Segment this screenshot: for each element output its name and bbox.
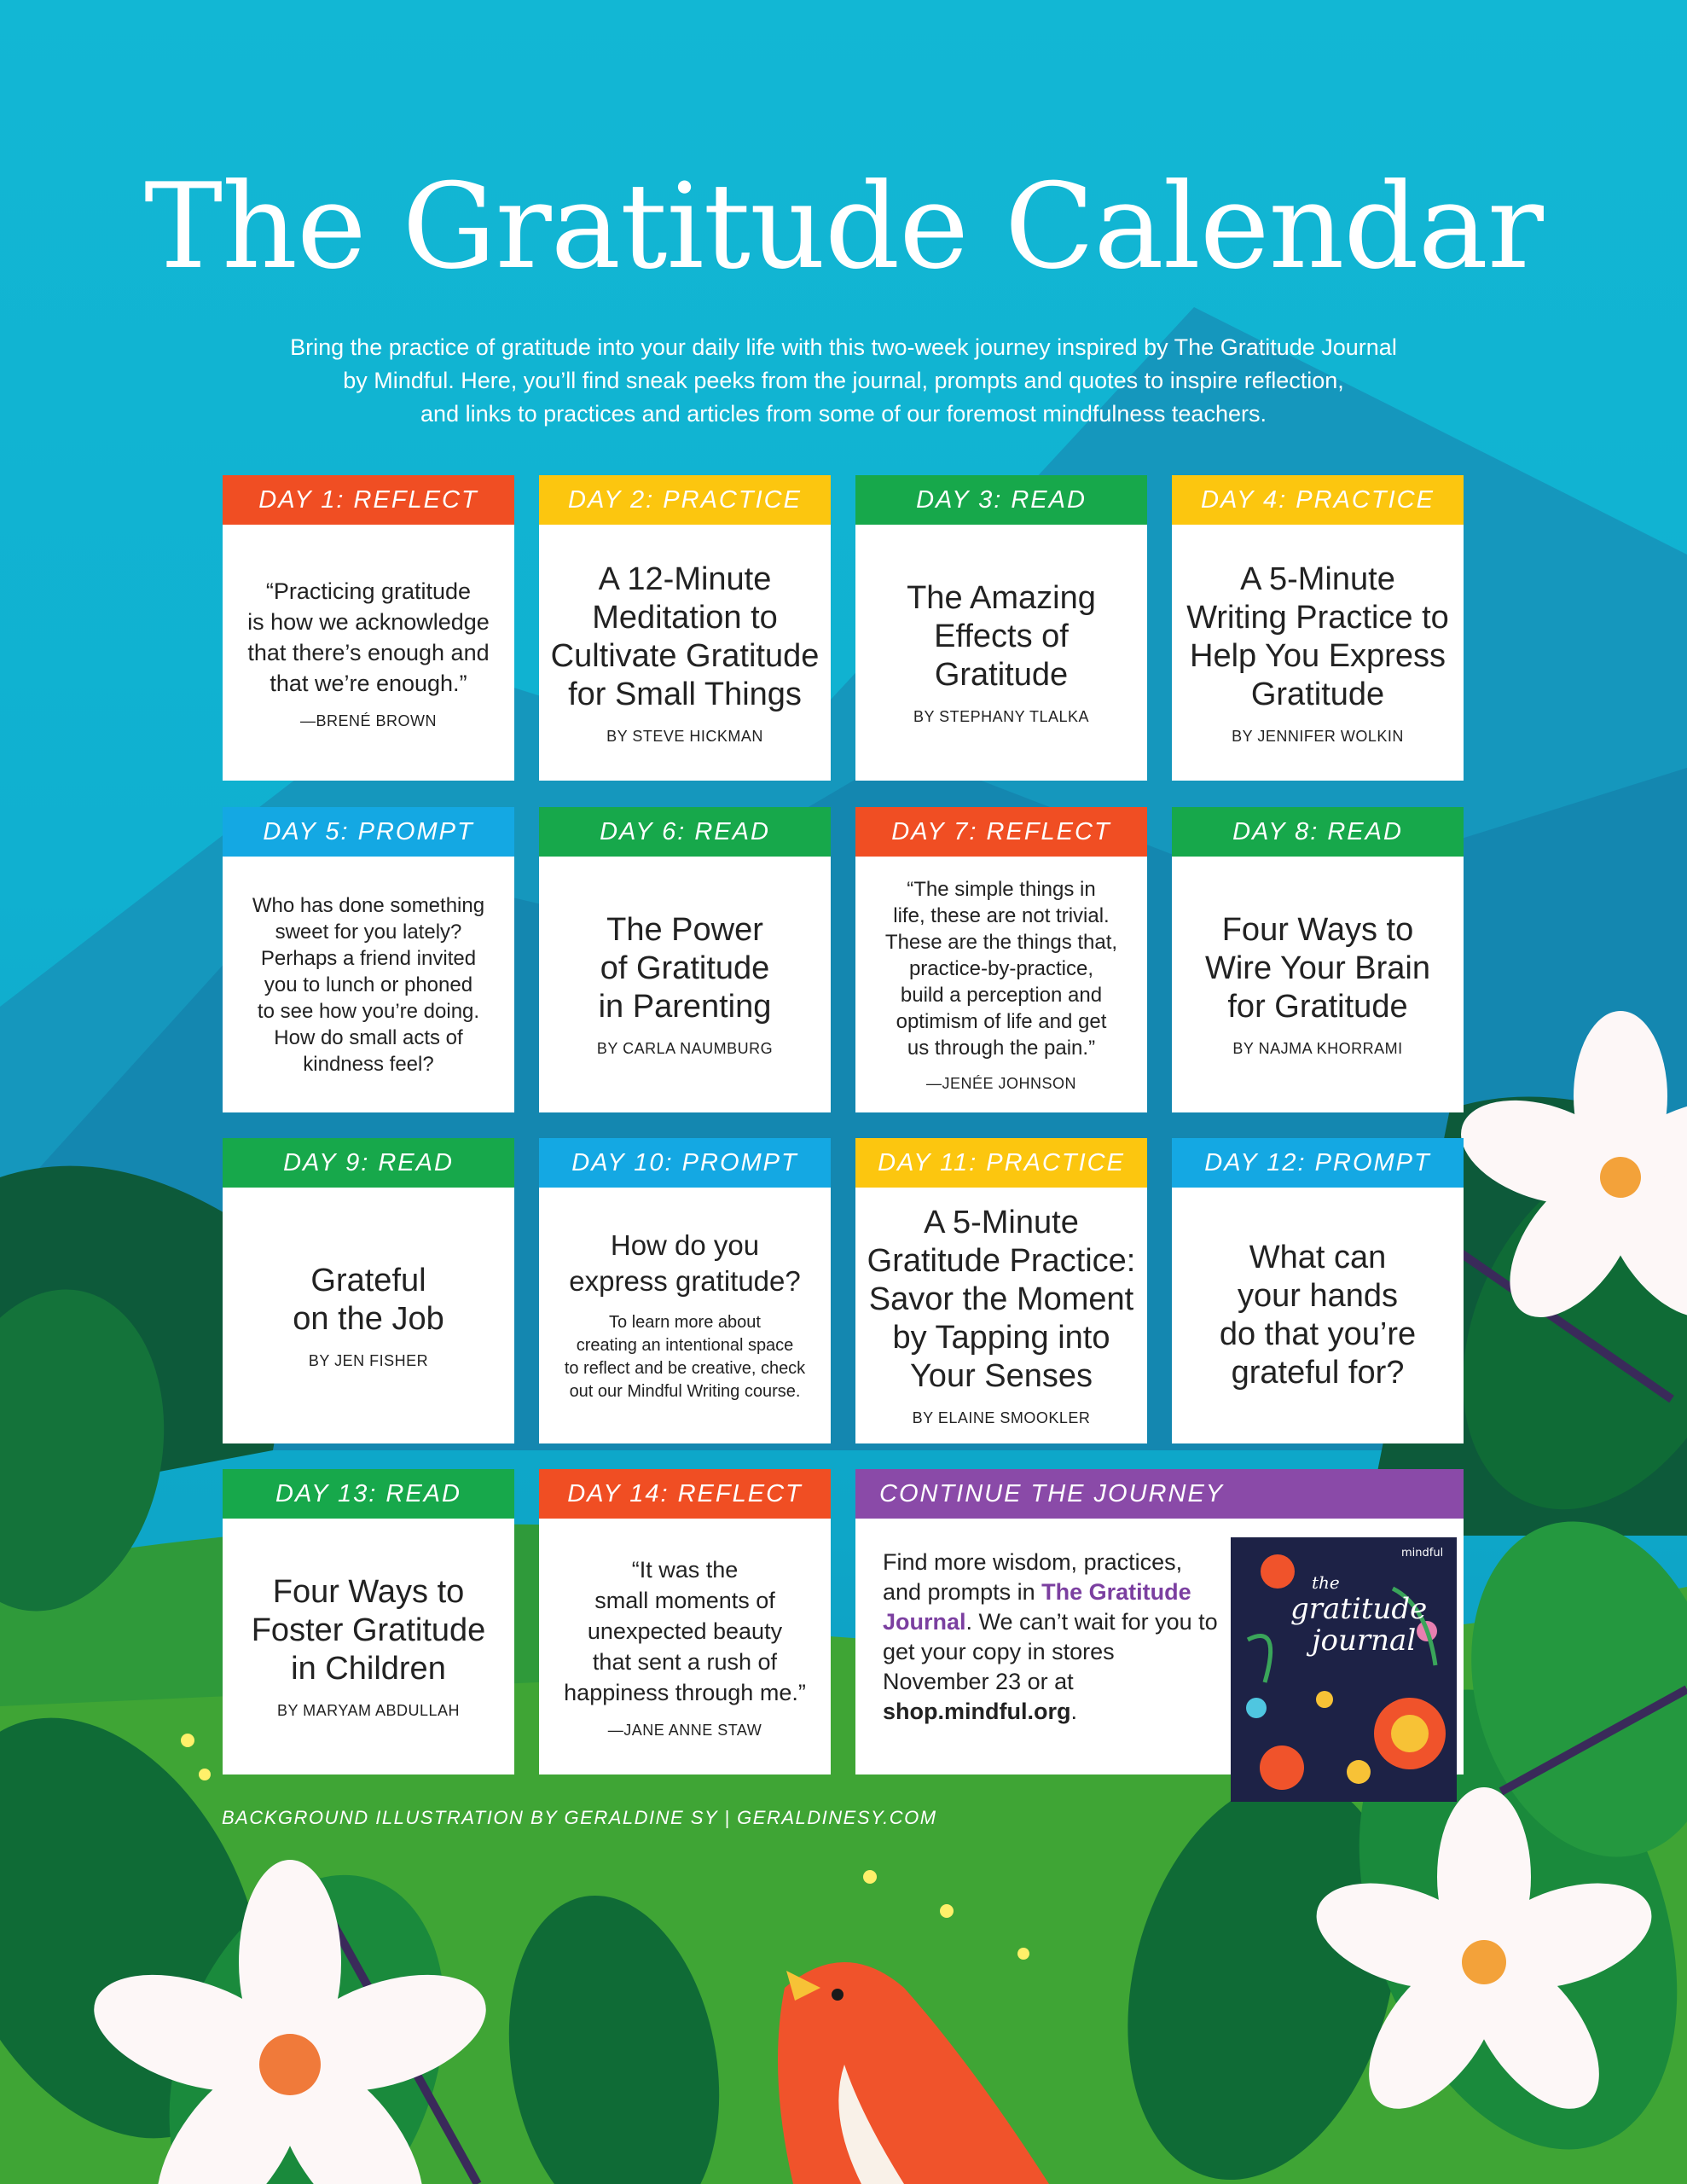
text-line: Gratitude Practice: (867, 1243, 1136, 1279)
text-line: optimism of life and get (896, 1010, 1107, 1033)
text-line: of Gratitude (600, 950, 770, 986)
text-line: to see how you’re doing. (257, 999, 480, 1023)
journey-text-part: . We can’t wait for you to get your copy in stores November 23 or at (883, 1609, 1218, 1694)
text-line: life, these are not trivial. (893, 904, 1110, 927)
byline: BY STEPHANY TLALKA (913, 708, 1090, 725)
byline: BY JENNIFER WOLKIN (1232, 727, 1404, 745)
text-line: The Amazing (907, 580, 1096, 616)
prompt-text (252, 892, 484, 1077)
day-card[interactable] (223, 1469, 514, 1774)
text-line: Meditation to (592, 599, 778, 636)
article-title[interactable] (1186, 561, 1449, 714)
day-card[interactable] (223, 475, 514, 781)
text-line: sweet for you lately? (275, 920, 462, 944)
day-label: DAY 13: READ (223, 1469, 514, 1519)
text-line: grateful for? (1231, 1355, 1405, 1391)
day-content (229, 525, 507, 781)
text-line: Who has done something (252, 893, 485, 917)
day-content (862, 525, 1140, 781)
text-line: Writing Practice to (1186, 599, 1449, 636)
text-line: Gratitude (1250, 676, 1385, 712)
intro-line: Bring the practice of gratitude into your daily life with this two-week journey inspired by The Gratitude Journal (290, 334, 1397, 360)
day-card[interactable] (855, 1138, 1147, 1443)
journey-text-part: Find more wisdom, practices, and prompts in (883, 1549, 1183, 1605)
day-card[interactable] (539, 1469, 831, 1774)
article-title[interactable] (252, 1573, 486, 1688)
text-line: A 5-Minute (924, 1205, 1079, 1240)
text-line: Gratitude (934, 657, 1069, 693)
day-label: DAY 3: READ (855, 475, 1147, 525)
text-line: The Power (606, 912, 763, 948)
text-line: by Tapping into (892, 1320, 1110, 1356)
text-line: Your Senses (909, 1358, 1093, 1394)
byline: BY CARLA NAUMBURG (596, 1040, 774, 1057)
day-content (229, 857, 507, 1112)
illustration-credit: BACKGROUND ILLUSTRATION BY GERALDINE SY | GERALDINESY.COM (222, 1807, 937, 1828)
text-line: How do you (610, 1229, 760, 1261)
book-title-journal: journal (1312, 1623, 1417, 1658)
day-content (1179, 525, 1457, 781)
bud (1017, 1948, 1029, 1960)
quote-text (247, 576, 490, 699)
shop-link[interactable]: shop.mindful.org (883, 1699, 1071, 1724)
byline: BY MARYAM ABDULLAH (276, 1702, 461, 1719)
text-line: in Children (291, 1651, 446, 1687)
text-line: Cultivate Gratitude (550, 637, 820, 674)
text-line: What can (1249, 1240, 1387, 1275)
day-card[interactable] (855, 807, 1147, 1112)
intro-line: and links to practices and articles from some of our foremost mindfulness teachers. (420, 401, 1267, 427)
text-line: “Practicing gratitude (265, 578, 472, 604)
text-line: kindness feel? (303, 1052, 434, 1076)
text-line: Four Ways to (1221, 912, 1414, 948)
byline: BY ELAINE SMOOKLER (912, 1409, 1091, 1426)
day-card[interactable] (1172, 1138, 1464, 1443)
book-brand: mindful (1401, 1547, 1444, 1560)
text-line: on the Job (293, 1300, 444, 1337)
day-card[interactable] (539, 807, 831, 1112)
journal-cover-image (1231, 1537, 1457, 1802)
day-content (546, 525, 824, 781)
article-title[interactable] (551, 561, 820, 714)
text-line: your hands (1237, 1278, 1398, 1314)
day-label: DAY 8: READ (1172, 807, 1464, 857)
day-card[interactable] (223, 1138, 514, 1443)
day-label: DAY 9: READ (223, 1138, 514, 1188)
text-line: Grateful (310, 1262, 426, 1298)
day-content (229, 1188, 507, 1443)
day-label: DAY 12: PROMPT (1172, 1138, 1464, 1188)
day-label: DAY 5: PROMPT (223, 807, 514, 857)
day-content (546, 857, 824, 1112)
day-content (546, 1188, 824, 1443)
article-title[interactable] (1205, 911, 1430, 1026)
quote-text (564, 1554, 806, 1708)
text-line: To learn more about (609, 1313, 761, 1332)
byline: —JANE ANNE STAW (607, 1721, 762, 1739)
day-content (546, 1519, 824, 1774)
bud (940, 1904, 954, 1918)
text-line: that we’re enough.” (270, 670, 467, 696)
text-line: Four Ways to (272, 1574, 465, 1610)
byline: BY STEVE HICKMAN (606, 727, 763, 745)
day-card[interactable] (1172, 807, 1464, 1112)
prompt-text (569, 1228, 801, 1299)
text-line: is how we acknowledge (247, 608, 490, 635)
article-title[interactable] (867, 1204, 1136, 1396)
day-content (229, 1519, 507, 1774)
article-title[interactable] (599, 911, 772, 1026)
text-line: Perhaps a friend invited (260, 946, 477, 970)
intro-line: by Mindful. Here, you’ll find sneak peeks from the journal, prompts and quotes to inspire reflection, (343, 368, 1344, 393)
day-label: DAY 1: REFLECT (223, 475, 514, 525)
day-content (1179, 857, 1457, 1112)
day-card[interactable] (223, 807, 514, 1112)
day-content (862, 1188, 1140, 1443)
book-title-gratitude: gratitude (1290, 1592, 1428, 1626)
day-label: DAY 2: PRACTICE (539, 475, 831, 525)
text-line: do that you’re (1219, 1316, 1417, 1352)
text-line: unexpected beauty (587, 1618, 783, 1644)
day-label: DAY 14: REFLECT (539, 1469, 831, 1519)
book-title-the: the (1312, 1572, 1340, 1593)
day-content (862, 857, 1140, 1112)
text-line: Effects of (934, 619, 1069, 654)
day-card[interactable] (539, 1138, 831, 1443)
text-line: “The simple things in (907, 878, 1096, 901)
byline: BY JEN FISHER (308, 1351, 429, 1369)
day-label: DAY 11: PRACTICE (855, 1138, 1147, 1188)
byline: —BRENÉ BROWN (299, 712, 437, 729)
text-line: Savor the Moment (868, 1281, 1134, 1317)
course-note (565, 1311, 805, 1403)
gratitude-journal-link[interactable]: The Gratitude Journal (883, 1579, 1191, 1635)
text-line: These are the things that, (884, 931, 1118, 954)
article-title[interactable] (1220, 1239, 1416, 1392)
prompt-text (885, 876, 1117, 1061)
text-line: out our Mindful Writing course. (569, 1382, 801, 1401)
text-line: Help You Express (1190, 637, 1446, 674)
page-title: The Gratitude Calendar (144, 158, 1543, 295)
text-line: happiness through me.” (564, 1679, 806, 1705)
day-label: DAY 4: PRACTICE (1172, 475, 1464, 525)
journey-label: CONTINUE THE JOURNEY (855, 1469, 1464, 1519)
text-line: A 5-Minute (1240, 561, 1395, 597)
day-content (1179, 1188, 1457, 1443)
text-line: How do small acts of (274, 1025, 463, 1049)
text-line: us through the pain.” (907, 1037, 1096, 1060)
day-label: DAY 7: REFLECT (855, 807, 1147, 857)
bud (181, 1734, 194, 1747)
text-line: that sent a rush of (592, 1648, 778, 1675)
journey-text (883, 1548, 1224, 1727)
intro-text (213, 331, 1474, 431)
byline: —JENÉE JOHNSON (925, 1075, 1077, 1092)
text-line: creating an intentional space (576, 1336, 794, 1355)
text-line: you to lunch or phoned (264, 973, 473, 996)
text-line: “It was the (631, 1556, 739, 1583)
article-title[interactable] (293, 1262, 443, 1339)
article-title[interactable] (907, 579, 1096, 694)
text-line: A 12-Minute (598, 561, 772, 597)
text-line: small moments of (594, 1587, 775, 1613)
text-line: to reflect and be creative, check (564, 1359, 806, 1378)
day-card[interactable] (855, 475, 1147, 781)
day-label: DAY 10: PROMPT (539, 1138, 831, 1188)
continue-journey-card[interactable] (855, 1469, 1464, 1774)
byline: BY NAJMA KHORRAMI (1232, 1040, 1403, 1057)
text-line: in Parenting (598, 989, 772, 1025)
bud (199, 1769, 211, 1780)
text-line: for Small Things (568, 676, 802, 712)
text-line: Wire Your Brain (1204, 950, 1430, 986)
bud (863, 1870, 877, 1884)
text-line: practice-by-practice, (908, 957, 1094, 980)
day-label: DAY 6: READ (539, 807, 831, 857)
day-card[interactable] (1172, 475, 1464, 781)
text-line: for Gratitude (1227, 989, 1408, 1025)
day-card[interactable] (539, 475, 831, 781)
text-line: Foster Gratitude (251, 1612, 486, 1648)
text-line: build a perception and (900, 984, 1103, 1007)
text-line: that there’s enough and (247, 639, 490, 665)
text-line: express gratitude? (569, 1265, 801, 1297)
journey-text-part: . (1070, 1699, 1077, 1724)
